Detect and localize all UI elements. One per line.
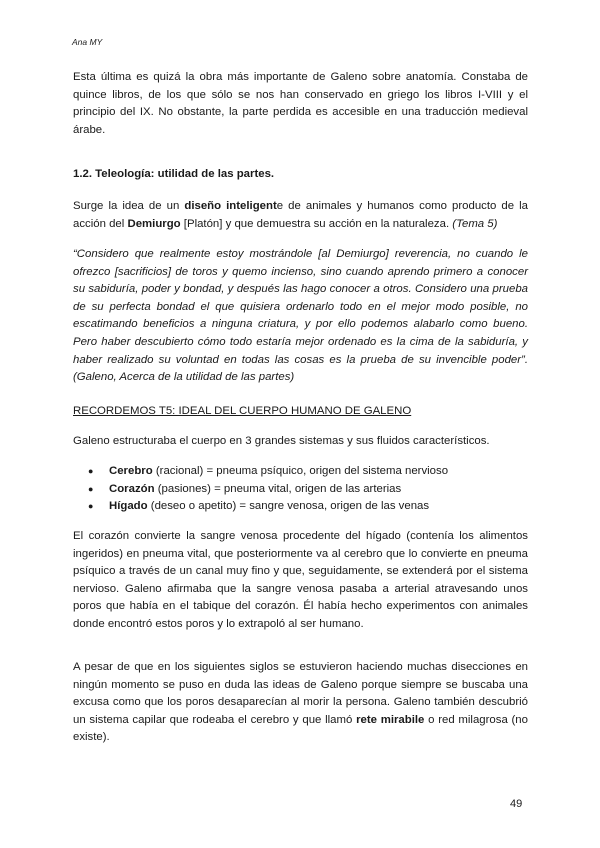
list-item-term: Corazón [109,482,155,495]
bullet-icon: ● [88,483,94,494]
para5-bold-rete-mirabile: rete mirabile [356,713,425,726]
para2-text-1: Surge la idea de un [73,200,185,212]
para5-text-2: o red milagrosa (no existe). [73,713,528,744]
para5-text-1: A pesar de que en los siguientes siglos se estuvieron haciendo muchas disecciones en ningún momento se puso en duda las ideas de Galeno porque siempre se buscaba una excusa como que los poros desaparecían al morir la persona. Galeno también descubrió un sistema capilar que rodeaba el cerebro y que llamó [73,661,528,726]
teleology-paragraph [73,198,528,233]
page-header-author: Ana MY [72,37,103,47]
para2-reference: (Tema 5) [452,217,498,230]
recordemos-title: RECORDEMOS T5: IDEAL DEL CUERPO HUMANO DE GALENO [73,405,412,417]
list-item-term: Hígado [109,500,148,513]
bullet-icon: ● [88,466,94,476]
list-item-text: (pasiones) = pneuma vital, origen de las arterias [154,482,402,495]
bullet-icon: ● [88,501,94,512]
systems-list [88,463,528,516]
para2-bold-demiurgo: Demiurgo [127,217,181,230]
dissection-paragraph [73,659,528,747]
intro-paragraph: Esta última es quizá la obra más importante de Galeno sobre anatomía. Constaba de quince libros, de los que sólo se nos han conservado en griego los libros I-VIII y el principio del IX. No obstante, la parte perdida es accesible en una traducción medieval árabe. [73,71,528,136]
list-item-text: (deseo o apetito) = sangre venosa, origen de las venas [147,500,430,513]
list-item-text: (racional) = pneuma psíquico, origen del sistema nervioso [152,465,449,477]
page-number: 49 [510,798,523,810]
list-item [88,463,528,481]
para2-bold-disenio: diseño inteligent [184,200,277,212]
heart-paragraph: El corazón convierte la sangre venosa procedente del hígado (contenía los alimentos ingeridos) en pneuma vital, que posteriormente va al cerebro que lo convierte en pneuma psíquico a través de un canal muy fino y que, seguidamente, se extenderá por el sistema nervioso. Galeno afirmaba que la sangre venosa pasaba a arterial atravesando unos poros que había en el tabique del corazón. Él había hecho experimentos con animales donde encontró estos poros y lo extrapoló al ser humano. [73,530,528,630]
galen-quote: “Considero que realmente estoy mostrándole [al Demiurgo] reverencia, no cuando le ofrezco [sacrificios] de toros y quemo incienso, sino cuando aprendo primero a conocer su sabiduría, poder y bondad, y después las hago conocer a otros. Considero una prueba de su perfecta bondad el que quisiera ordenarlo todo en el mejor modo posible, no escatimando beneficios a ninguna criatura, y por ello podemos alabarlo como bueno. Pero haber descubierto cómo todo estaría mejor ordenado es la cima de la sabiduría, y haber realizado su voluntad en todas las cosas es la prueba de su invencible poder”. (Galeno, Acerca de la utilidad de las partes) [73,248,528,384]
list-item [88,498,528,516]
list-item [88,481,528,499]
systems-intro-paragraph: Galeno estructuraba el cuerpo en 3 grandes sistemas y sus fluidos característicos. [73,435,490,447]
list-item-term: Cerebro [109,465,153,477]
section-heading: 1.2. Teleología: utilidad de las partes. [73,168,275,180]
para2-text-2: e de animales y humanos como producto de la acción del [73,200,528,230]
para2-text-3: [Platón] y que demuestra su acción en la naturaleza. [180,217,453,230]
